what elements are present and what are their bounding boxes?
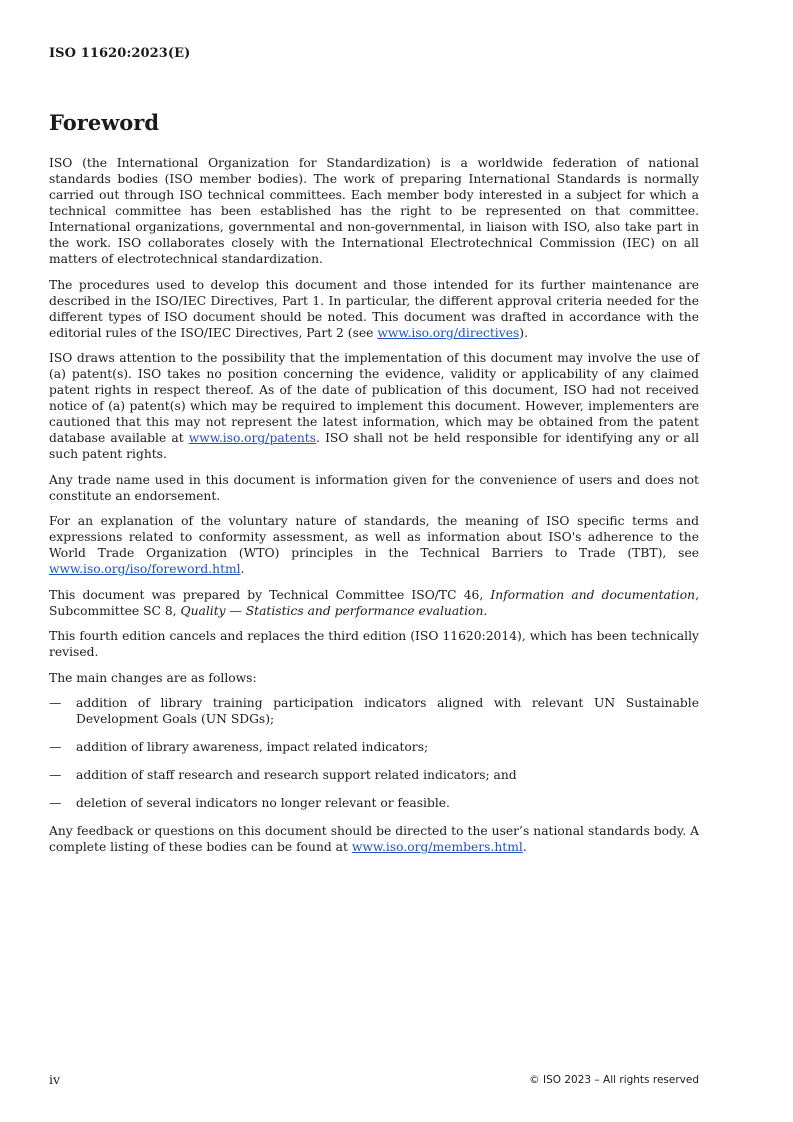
paragraph-9: Any feedback or questions on this document should be directed to the user’s national standards body. A complete listing of these bodies can be found at www.iso.org/members.html. (49, 824, 699, 854)
paragraph-5: For an explanation of the voluntary nature of standards, the meaning of ISO specific terms and expressions related to conformity assessment, as well as information about ISO's adherence to the World Trade Organization (WTO) principles in the Technical Barriers to Trade (TBT), see www.iso.org/iso/foreword.html. (49, 514, 699, 576)
foreword-body (49, 155, 699, 865)
paragraph-4: Any trade name used in this document is information given for the convenience of users and does not constitute an endorsement. (49, 472, 699, 503)
patents-link[interactable]: www.iso.org/patents (188, 431, 317, 445)
paragraph-3: ISO draws attention to the possibility that the implementation of this document may involve the use of (a) patent(s). ISO takes no position concerning the evidence, validity or applicability of any claimed patent rights in respect thereof. As of the date of publication of this document, ISO had not received notice of (a) patent(s) which may be required to implement this document. However, implementers are cautioned that this may not represent the latest information, which may be obtained from the patent database available at www.iso.org/patents. ISO shall not be held responsible for identifying any or all such patent rights. (49, 351, 699, 461)
changes-list (49, 695, 699, 811)
page-number: iv (49, 1072, 61, 1087)
foreword-link[interactable]: www.iso.org/iso/foreword.html (49, 562, 241, 576)
list-item: — addition of staff research and research support related indicators; and (49, 768, 517, 782)
directives-link[interactable]: www.iso.org/directives (377, 325, 520, 340)
members-link[interactable]: www.iso.org/members.html (351, 840, 523, 854)
copyright-notice: © ISO 2023 – All rights reserved (529, 1074, 699, 1086)
document-id: ISO 11620:2023(E) (49, 46, 191, 61)
paragraph-8: The main changes are as follows: (49, 670, 257, 685)
paragraph-1: ISO (the International Organization for Standardization) is a worldwide federation of national standards bodies (ISO member bodies). The work of preparing International Standards is normally carried out through ISO technical committees. Each member body interested in a subject for which a technical committee has been established has the right to be represented on that committee. International organizations, governmental and non-governmental, in liaison with ISO, also take part in the work. ISO collaborates closely with the International Electrotechnical Commission (IEC) on all matters of electrotechnical standardization. (49, 156, 699, 266)
list-item: — addition of library training participation indicators aligned with relevant UN Sustainable Development Goals (UN SDGs); (49, 696, 699, 726)
page-title: Foreword (49, 110, 160, 135)
paragraph-2: The procedures used to develop this document and those intended for its further maintenance are described in the ISO/IEC Directives, Part 1. In particular, the different approval criteria needed for the different types of ISO document should be noted. This document was drafted in accordance with the editorial rules of the ISO/IEC Directives, Part 2 (see www.iso.org/directives). (49, 277, 699, 340)
paragraph-6: This document was prepared by Technical Committee ISO/TC 46, Information and documentation, Subcommittee SC 8, Quality — Statistics and performance evaluation. (49, 587, 699, 618)
list-item: — addition of library awareness, impact related indicators; (49, 740, 429, 754)
paragraph-7: This fourth edition cancels and replaces the third edition (ISO 11620:2014), which has been technically revised. (49, 629, 699, 659)
list-item: — deletion of several indicators no longer relevant or feasible. (49, 796, 450, 810)
